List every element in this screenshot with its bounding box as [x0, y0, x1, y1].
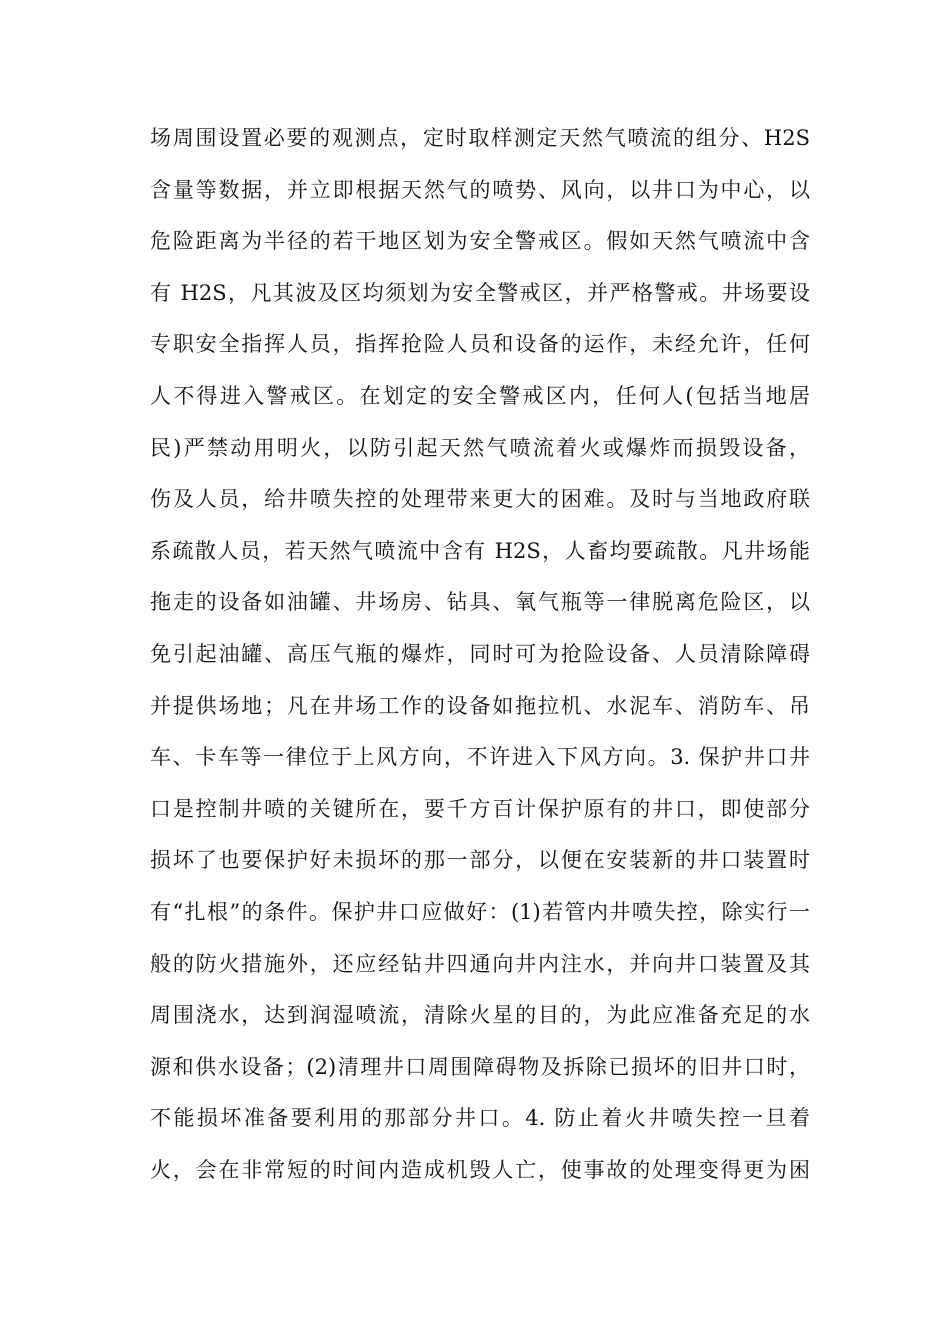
- text-line-3: 危险距离为半径的若干地区划为安全警戒区。假如天然气喷流中含: [150, 229, 810, 254]
- text-line-21: 火，会在非常短的时间内造成机毁人亡，使事故的处理变得更为困: [150, 1157, 810, 1182]
- text-line-15: 损坏了也要保护好未损坏的那一部分，以便在安装新的井口装置时: [150, 848, 810, 873]
- text-line-12: 并提供场地；凡在井场工作的设备如拖拉机、水泥车、消防车、吊: [150, 693, 810, 718]
- text-line-14: 口是控制井喷的关键所在，要千方百计保护原有的井口，即使部分: [150, 796, 810, 821]
- body-text: [150, 118, 810, 1201]
- text-line-13: 车、卡车等一律位于上风方向，不许进入下风方向。3. 保护井口井: [150, 745, 810, 770]
- text-line-16: 有“扎根”的条件。保护井口应做好：(1)若管内井喷失控，除实行一: [150, 899, 810, 924]
- text-line-4: 有 H2S，凡其波及区均须划为安全警戒区，并严格警戒。井场要设: [150, 280, 810, 305]
- text-line-19: 源和供水设备；(2)清理井口周围障碍物及拆除已损坏的旧井口时，: [150, 1054, 810, 1079]
- text-line-9: 系疏散人员，若天然气喷流中含有 H2S，人畜均要疏散。凡井场能: [150, 538, 810, 563]
- text-line-18: 周围浇水，达到润湿喷流，清除火星的目的，为此应准备充足的水: [150, 1003, 810, 1028]
- text-line-17: 般的防火措施外，还应经钻井四通向井内注水，并向井口装置及其: [150, 951, 810, 976]
- text-line-6: 人不得进入警戒区。在划定的安全警戒区内，任何人(包括当地居: [150, 383, 810, 408]
- text-line-10: 拖走的设备如油罐、井场房、钻具、氧气瓶等一律脱离危险区，以: [150, 590, 810, 615]
- text-line-1: 场周围设置必要的观测点，定时取样测定天然气喷流的组分、H2S: [150, 126, 810, 150]
- text-line-8: 伤及人员，给井喷失控的处理带来更大的困难。及时与当地政府联: [150, 487, 810, 512]
- text-line-5: 专职安全指挥人员，指挥抢险人员和设备的运作，未经允许，任何: [150, 332, 810, 357]
- text-line-7: 民)严禁动用明火，以防引起天然气喷流着火或爆炸而损毁设备，: [150, 435, 810, 460]
- text-line-2: 含量等数据，并立即根据天然气的喷势、风向，以井口为中心，以: [150, 177, 810, 202]
- text-line-20: 不能损坏准备要利用的那部分井口。4. 防止着火井喷失控一旦着: [150, 1106, 810, 1131]
- text-line-11: 免引起油罐、高压气瓶的爆炸，同时可为抢险设备、人员清除障碍: [150, 641, 810, 666]
